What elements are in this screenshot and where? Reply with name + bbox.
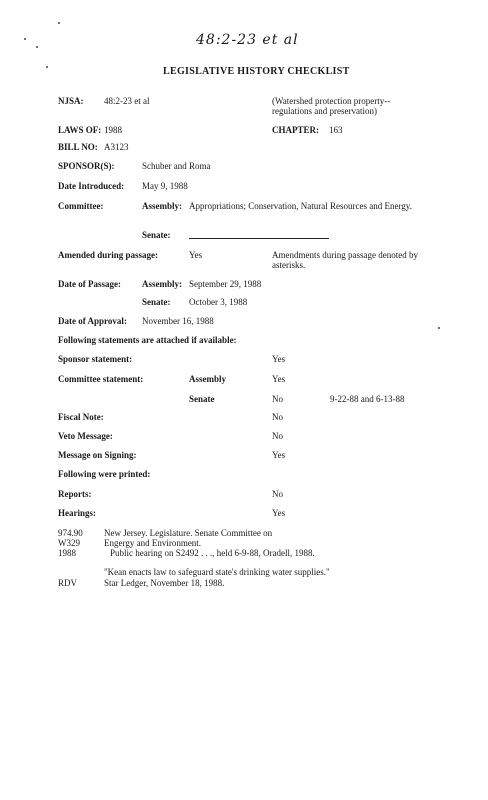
message-on-signing-value: Yes [272, 450, 286, 460]
scan-speck [438, 327, 440, 329]
passage-senate-label: Senate: [142, 297, 171, 307]
bill-no-value: A3123 [104, 142, 129, 152]
date-of-passage-label: Date of Passage: [58, 279, 121, 289]
scan-speck [46, 66, 48, 68]
page-title: LEGISLATIVE HISTORY CHECKLIST [163, 66, 350, 77]
sponsor-statement-label: Sponsor statement: [58, 354, 133, 364]
passage-senate-value: October 3, 1988 [189, 297, 248, 307]
message-on-signing-label: Message on Signing: [58, 450, 137, 460]
date-introduced-label: Date Introduced: [58, 181, 125, 191]
reference-text: Engergy and Environment. [104, 538, 202, 548]
chapter-value: 163 [329, 125, 343, 135]
passage-assembly-value: September 29, 1988 [189, 279, 262, 289]
scan-speck [36, 46, 38, 48]
committee-statement-assembly-label: Assembly [189, 374, 227, 384]
chapter-label: CHAPTER: [272, 125, 319, 135]
njsa-label: NJSA: [58, 96, 84, 106]
reports-label: Reports: [58, 489, 92, 499]
date-of-approval-value: November 16, 1988 [142, 316, 214, 326]
news-headline: "Kean enacts law to safeguard state's drinking water supplies." [104, 567, 330, 577]
reference-code: W329 [58, 538, 80, 548]
committee-statement-assembly-value: Yes [272, 374, 286, 384]
amended-label: Amended during passage: [58, 250, 159, 260]
laws-of-label: LAWS OF: [58, 125, 102, 135]
laws-of-value: 1988 [104, 125, 122, 135]
reference-text: Public hearing on S2492 . . ., held 6-9-88, Oradell, 1988. [110, 548, 315, 558]
fiscal-note-label: Fiscal Note: [58, 412, 104, 422]
reference-code: 974.90 [58, 528, 83, 538]
news-source: Star Ledger, November 18, 1988. [104, 578, 225, 588]
amended-note: Amendments during passage denoted by asterisks. [272, 250, 418, 270]
committee-statement-senate-label: Senate [189, 394, 215, 404]
veto-message-label: Veto Message: [58, 431, 113, 441]
veto-message-value: No [272, 431, 283, 441]
committee-assembly-label: Assembly: [142, 201, 182, 211]
bill-no-label: BILL NO: [58, 142, 98, 152]
njsa-description: (Watershed protection property--regulations and preservation) [272, 96, 391, 116]
date-introduced-value: May 9, 1988 [142, 181, 188, 191]
committee-assembly-value: Appropriations; Conservation, Natural Resources and Energy. [189, 201, 412, 211]
sponsors-label: SPONSOR(S): [58, 161, 115, 171]
passage-assembly-label: Assembly: [142, 279, 182, 289]
reference-code: 1988 [58, 548, 76, 558]
reference-text: New Jersey. Legislature. Senate Committee on [104, 528, 273, 538]
hearings-label: Hearings: [58, 508, 96, 518]
statements-header: Following statements are attached if available: [58, 335, 237, 345]
committee-senate-label: Senate: [142, 230, 171, 240]
news-code: RDV [58, 578, 78, 588]
date-of-approval-label: Date of Approval: [58, 316, 127, 326]
committee-senate-blank-line [189, 238, 329, 239]
committee-statement-label: Committee statement: [58, 374, 144, 384]
njsa-value: 48:2-23 et al [104, 96, 150, 106]
reports-value: No [272, 489, 283, 499]
scan-speck [24, 38, 26, 40]
printed-header: Following were printed: [58, 469, 151, 479]
sponsors-value: Schuber and Roma [142, 161, 211, 171]
committee-label: Committee: [58, 201, 104, 211]
committee-statement-senate-value: No [272, 394, 283, 404]
committee-statement-dates: 9-22-88 and 6-13-88 [330, 394, 405, 404]
hearings-value: Yes [272, 508, 286, 518]
fiscal-note-value: No [272, 412, 283, 422]
scan-speck [58, 22, 60, 24]
amended-value: Yes [189, 250, 203, 260]
sponsor-statement-value: Yes [272, 354, 286, 364]
handwritten-note: 48:2-23 et al [196, 32, 299, 48]
